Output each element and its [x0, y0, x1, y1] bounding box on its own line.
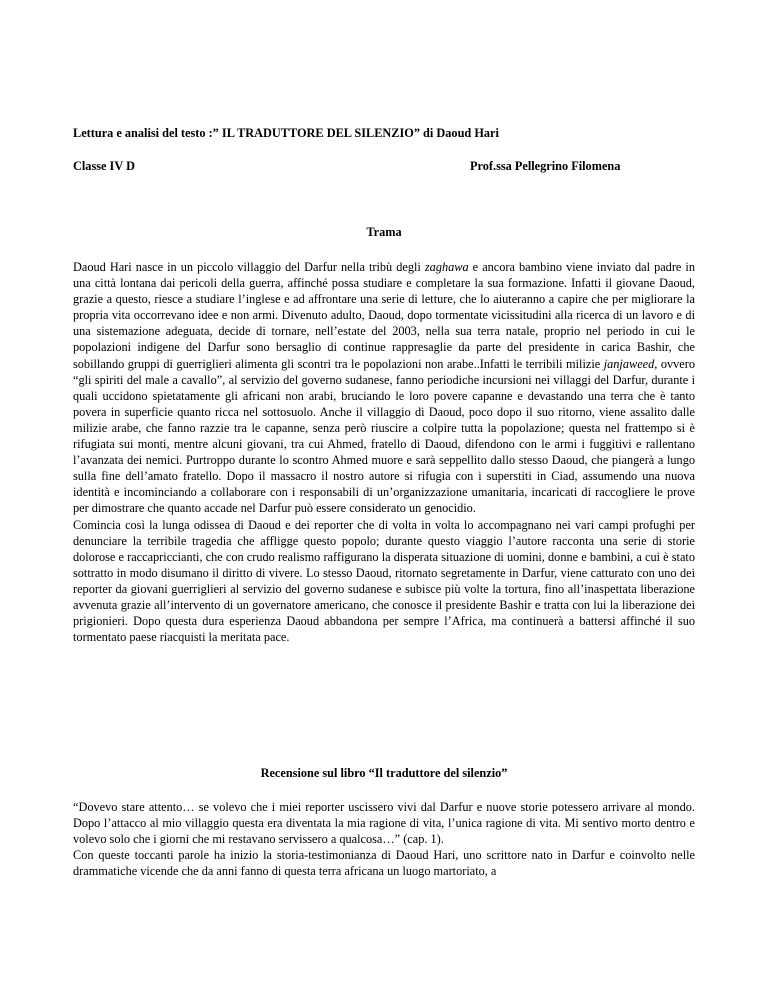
teacher-label: Prof.ssa Pellegrino Filomena: [470, 159, 621, 173]
recensione-body: [73, 799, 695, 879]
trama-text-1a: Daoud Hari nasce in un piccolo villaggio del Darfur nella tribù degli: [73, 260, 425, 274]
recensione-paragraph-1: “Dovevo stare attento… se volevo che i miei reporter uscissero vivi dal Darfur e nuove storie potessero arrivare al mondo. Dopo l’attacco al mio villaggio questa era diventata la mia ragione di vita, l’unica ragione di vita. Mi sentivo morto dentro e volevo solo che i giorni che mi restavano servissero a qualcosa…” (cap. 1).: [73, 800, 695, 847]
recensione-heading: Recensione sul libro “Il traduttore del silenzio”: [260, 766, 508, 780]
trama-text-1b: e ancora bambino viene inviato dal padre in una città lontana dai pericoli della guerra, affinché possa studiare e completare la sua formazione. Infatti il giovane Daoud, grazie a questo, riesce a studiare l’inglese e ad affrontare una serie di letture, che lo aiuteranno a capire che per migliorare la propria vita occorrevano idee e non armi. Divenuto adulto, Daoud, dopo tormentate vicissitudini alla ricerca di un lavoro e di una sistemazione adeguata, decide di tornare, nell’estate del 2003, nella sua terra natale, proprio nel periodo in cui le popolazioni indigene del Darfur sono bersaglio di continue rappresaglie da parte del presidente in carica Bashir, che sobillando gruppi di guerriglieri alimenta gli scontri tra le popolazioni non arabe..Infatti le terribili milizie: [73, 260, 695, 371]
class-label: Classe IV D: [73, 159, 135, 173]
trama-paragraph-1: [73, 259, 695, 517]
trama-heading: Trama: [366, 225, 402, 239]
trama-italic-janjaweed: janjaweed: [603, 356, 655, 371]
trama-italic-zaghawa: zaghawa: [424, 260, 469, 274]
trama-text-1c: , ovvero “gli spiriti del male a cavallo”, al servizio del governo sudanese, fanno periodiche incursioni nei villaggi del Darfur, durante i quali uccidono spietatamente gli africani non arabi, bruciando le loro povere capanne e devastando una terra che è tanto povera in superficie quanto ricca nel sottosuolo. Anche il villaggio di Daoud, poco dopo il suo ritorno, viene assalito dalle milizie arabe, che fanno razzie tra le capanne, senza però riuscire a colpire tutta la popolazione; questa nel frattempo si è rifugiata sui monti, mentre alcuni giovani, tra cui Ahmed, fratello di Daoud, difendono con le armi i fuggitivi e rallentano l’avanzata dei nemici. Purtroppo durante lo scontro Ahmed muore e sarà seppellito dallo stesso Daoud, che piangerà a lungo sulla fine dell’amato fratello. Dopo il massacro il nostro autore si rifugia con i superstiti in Ciad, assumendo una nuova identità e incominciando a collaborare con i responsabili di un’organizzazione umanitaria, incaricati di raccogliere le prove per dimostrare che quanto accade nel Darfur può essere considerato un genocidio.: [73, 356, 695, 516]
document-title: Lettura e analisi del testo :” IL TRADUTTORE DEL SILENZIO” di Daoud Hari: [73, 126, 499, 140]
trama-paragraph-2: Comincia così la lunga odissea di Daoud e dei reporter che di volta in volta lo accompagnano nei vari campi profughi per denunciare la terribile tragedia che affligge questo popolo; durante questo viaggio l’autore racconta una serie di storie dolorose e raccapriccianti, che con crudo realismo raffigurano la disperata situazione di uomini, donne e bambini, a cui è stato sottratto in modo disumano il diritto di vivere. Lo stesso Daoud, ritornato segretamente in Darfur, viene catturato con uno dei reporter da giovani guerriglieri al servizio del governo sudanese e subisce più volte la tortura, fino all’inaspettata liberazione avvenuta grazie all’intervento di un governatore americano, che conosce il presidente Bashir e tratta con lui la liberazione dei prigionieri. Dopo questa dura esperienza Daoud abbandona per sempre l’Africa, ma continuerà a battersi affinché il suo tormentato paese riacquisti la meritata pace.: [73, 517, 695, 645]
recensione-paragraph-2: Con queste toccanti parole ha inizio la storia-testimonianza di Daoud Hari, uno scrittore nato in Darfur e coinvolto nelle drammatiche vicende che da anni fanno di questa terra africana un luogo martoriato, a: [73, 848, 695, 879]
trama-body: [73, 259, 695, 645]
